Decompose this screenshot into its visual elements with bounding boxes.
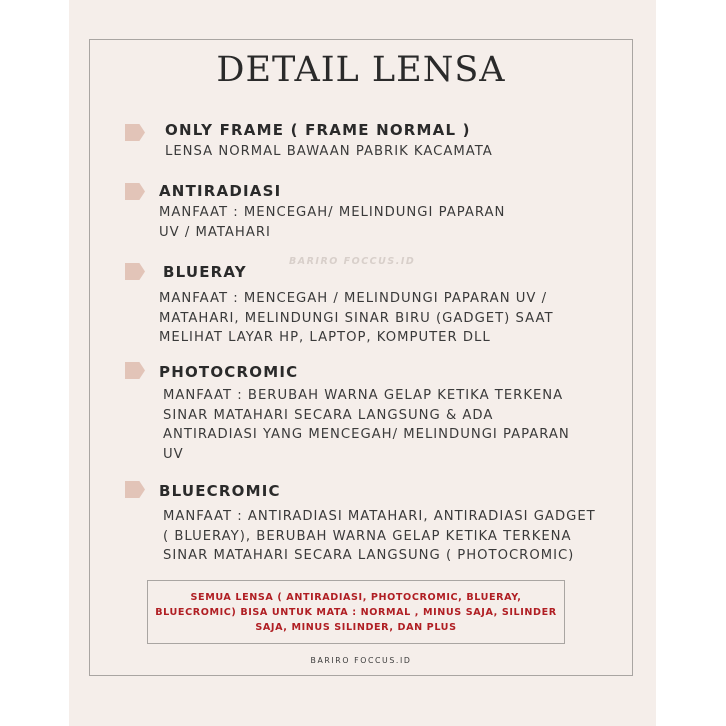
section-desc-only-frame xyxy=(165,142,493,162)
compatibility-note xyxy=(147,580,565,644)
desc-line: ANTIRADIASI YANG MENCEGAH/ MELINDUNGI PAPARAN xyxy=(163,427,570,442)
section-desc-antiradiasi xyxy=(159,203,505,242)
section-heading-only-frame: ONLY FRAME ( FRAME NORMAL ) xyxy=(165,121,471,139)
section-desc-photocromic xyxy=(163,386,570,464)
desc-line: MANFAAT : BERUBAH WARNA GELAP KETIKA TERKENA xyxy=(163,388,564,403)
note-line: SEMUA LENSA ( ANTIRADIASI, PHOTOCROMIC, BLUERAY, xyxy=(190,591,522,603)
desc-line: MANFAAT : MENCEGAH / MELINDUNGI PAPARAN UV / xyxy=(159,291,548,306)
desc-line: SINAR MATAHARI SECARA LANGSUNG & ADA xyxy=(163,407,494,423)
desc-line: ( BLUERAY), BERUBAH WARNA GELAP KETIKA TERKENA xyxy=(163,528,572,544)
note-line: SAJA, MINUS SILINDER, DAN PLUS xyxy=(255,621,457,633)
desc-line: LENSA NORMAL BAWAAN PABRIK KACAMATA xyxy=(165,144,493,159)
desc-line: UV xyxy=(163,446,184,462)
section-heading-bluecromic: BLUECROMIC xyxy=(159,482,281,500)
section-heading-photocromic: PHOTOCROMIC xyxy=(159,363,299,381)
footer-brand: BARIRO FOCCUS.ID xyxy=(310,656,412,665)
desc-line: UV / MATAHARI xyxy=(159,224,271,240)
desc-line: SINAR MATAHARI SECARA LANGSUNG ( PHOTOCROMIC) xyxy=(163,548,575,563)
section-desc-blueray xyxy=(159,289,554,348)
desc-line: MANFAAT : ANTIRADIASI MATAHARI, ANTIRADIASI GADGET xyxy=(163,509,596,524)
desc-line: MANFAAT : MENCEGAH/ MELINDUNGI PAPARAN xyxy=(159,205,506,220)
watermark: BARIRO FOCCUS.ID xyxy=(289,256,416,267)
section-heading-antiradiasi: ANTIRADIASI xyxy=(159,182,282,200)
section-heading-blueray: BLUERAY xyxy=(163,263,247,281)
section-desc-bluecromic xyxy=(163,507,596,566)
page-title: DETAIL LENSA xyxy=(216,50,506,90)
desc-line: MATAHARI, MELINDUNGI SINAR BIRU (GADGET) SAAT xyxy=(159,310,554,326)
desc-line: MELIHAT LAYAR HP, LAPTOP, KOMPUTER DLL xyxy=(159,330,491,345)
note-line: BLUECROMIC) BISA UNTUK MATA : NORMAL , MINUS SAJA, SILINDER xyxy=(155,606,557,618)
